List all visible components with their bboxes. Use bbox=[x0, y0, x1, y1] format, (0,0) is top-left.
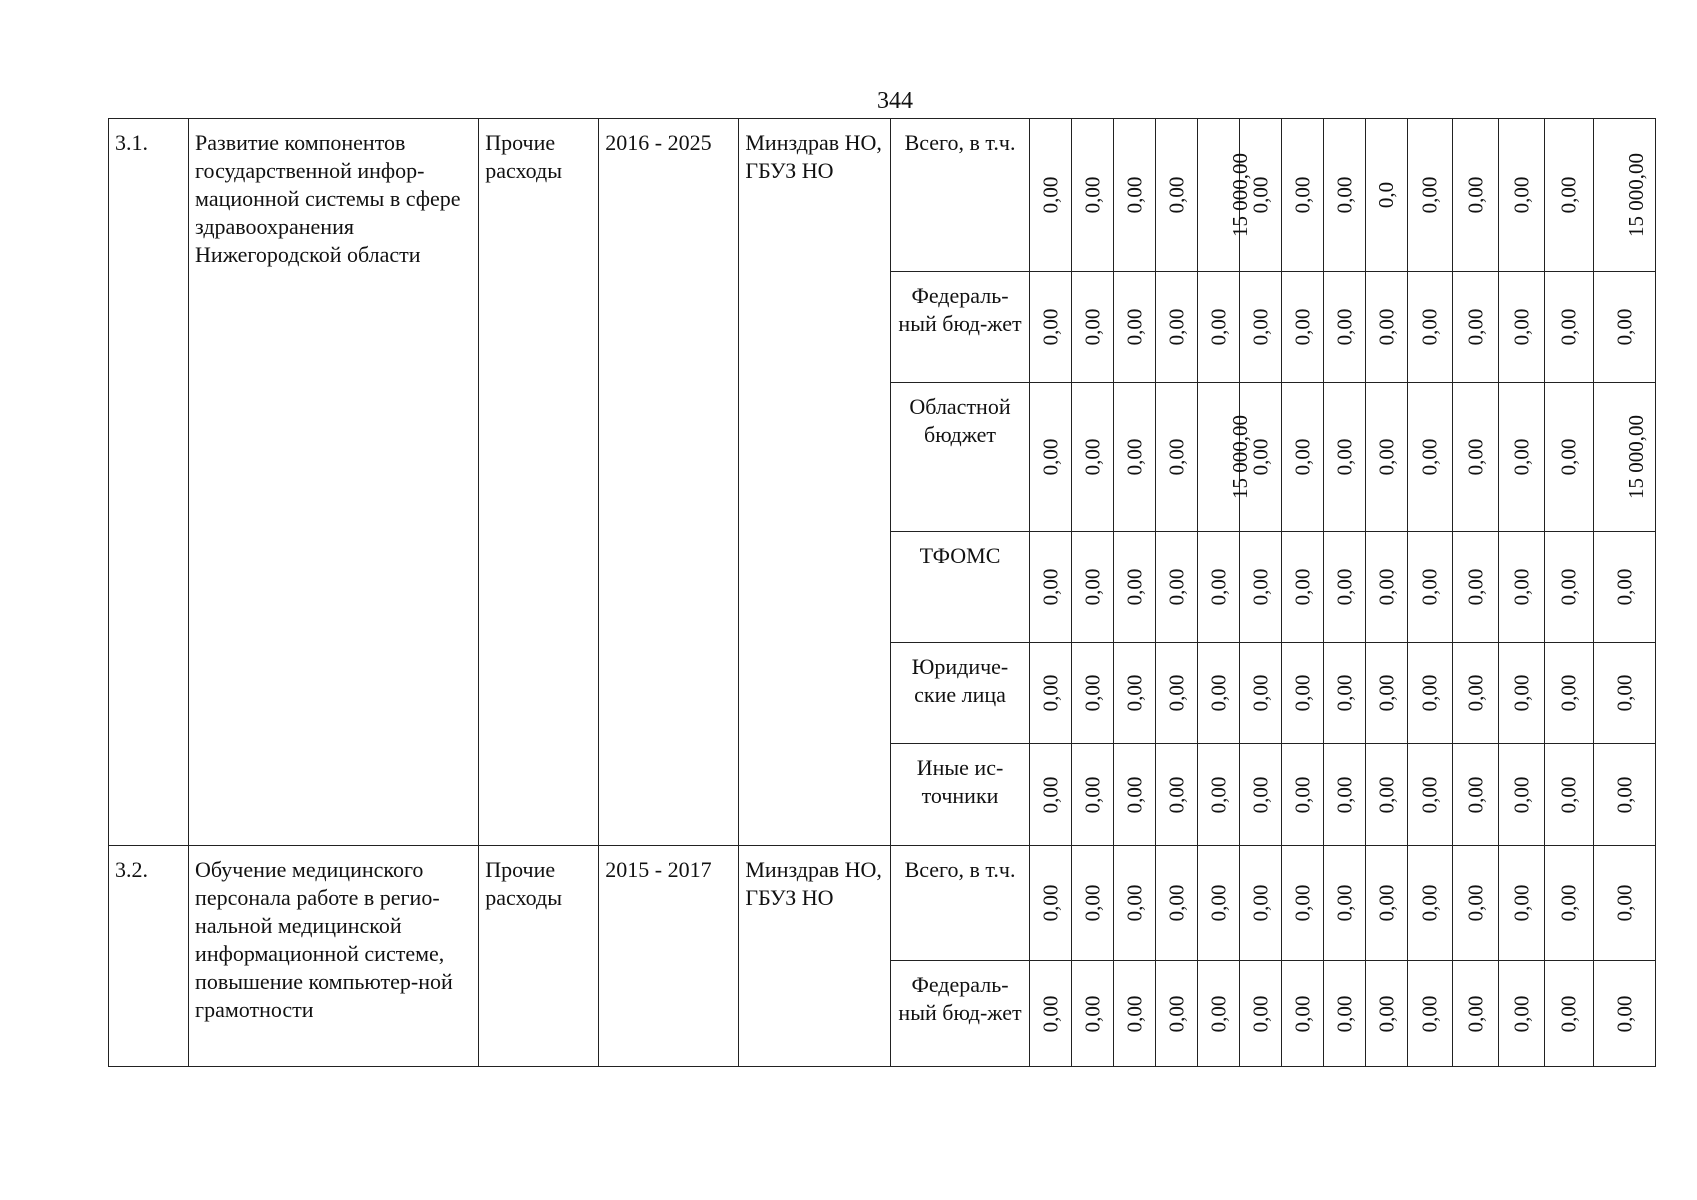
amount-cell bbox=[1029, 643, 1071, 744]
amount-value: 0,00 bbox=[1556, 995, 1581, 1032]
expense-type: Прочие расходы bbox=[479, 119, 599, 846]
amount-value: 0,00 bbox=[1164, 674, 1189, 712]
amount-value: 0,00 bbox=[1509, 995, 1534, 1032]
table-row bbox=[109, 119, 1656, 272]
amount-value: 0,00 bbox=[1509, 308, 1534, 346]
amount-cell bbox=[1452, 744, 1498, 846]
amount-value: 0,00 bbox=[1417, 776, 1442, 813]
amount-value: 0,00 bbox=[1332, 776, 1357, 813]
funding-source: Областной бюджет bbox=[891, 383, 1029, 532]
amount-cell bbox=[1407, 532, 1452, 643]
amount-cell bbox=[1365, 272, 1407, 383]
amount-cell bbox=[1407, 961, 1452, 1067]
amount-cell bbox=[1197, 383, 1252, 532]
amount-cell bbox=[1407, 119, 1452, 272]
amount-cell bbox=[1498, 272, 1544, 383]
page-number: 344 bbox=[877, 88, 913, 114]
amount-value: 0,00 bbox=[1556, 568, 1581, 606]
amount-cell bbox=[1407, 643, 1452, 744]
amount-cell bbox=[1498, 119, 1544, 272]
amount-value: 0,00 bbox=[1463, 438, 1488, 476]
funding-source: Федераль-ный бюд-жет bbox=[891, 961, 1029, 1067]
amount-cell bbox=[1155, 961, 1197, 1067]
budget-table bbox=[108, 118, 1656, 1067]
table-row bbox=[109, 846, 1656, 961]
amount-value: 0,00 bbox=[1038, 674, 1063, 712]
amount-cell bbox=[1029, 532, 1071, 643]
amount-cell bbox=[1113, 961, 1155, 1067]
amount-value: 0,00 bbox=[1038, 438, 1063, 476]
amount-cell bbox=[1281, 846, 1323, 961]
amount-value: 0,00 bbox=[1080, 884, 1105, 922]
amount-value: 0,00 bbox=[1080, 568, 1105, 606]
funding-source: Юридиче-ские лица bbox=[891, 643, 1029, 744]
amount-cell bbox=[1029, 846, 1071, 961]
amount-value: 0,00 bbox=[1080, 776, 1105, 813]
amount-cell bbox=[1155, 846, 1197, 961]
amount-cell bbox=[1197, 272, 1239, 383]
amount-value: 0,0 bbox=[1374, 181, 1399, 209]
amount-cell bbox=[1155, 744, 1197, 846]
amount-value: 0,00 bbox=[1374, 438, 1399, 476]
amount-value: 0,00 bbox=[1612, 568, 1637, 606]
amount-value: 0,00 bbox=[1290, 438, 1315, 476]
amount-value: 0,00 bbox=[1509, 884, 1534, 922]
executor: Минздрав НО, ГБУЗ НО bbox=[739, 846, 891, 1067]
amount-value: 0,00 bbox=[1374, 776, 1399, 813]
row-number: 3.2. bbox=[109, 846, 189, 1067]
amount-value: 0,00 bbox=[1463, 995, 1488, 1032]
executor: Минздрав НО, ГБУЗ НО bbox=[739, 119, 891, 846]
amount-cell bbox=[1239, 272, 1281, 383]
amount-cell bbox=[1498, 744, 1544, 846]
amount-value: 0,00 bbox=[1248, 884, 1273, 922]
amount-value: 0,00 bbox=[1374, 884, 1399, 922]
amount-value: 0,00 bbox=[1248, 176, 1273, 214]
amount-cell bbox=[1498, 846, 1544, 961]
funding-source: Всего, в т.ч. bbox=[891, 119, 1029, 272]
amount-value: 0,00 bbox=[1038, 568, 1063, 606]
amount-cell bbox=[1281, 272, 1323, 383]
amount-value: 0,00 bbox=[1509, 674, 1534, 712]
funding-source: Иные ис-точники bbox=[891, 744, 1029, 846]
amount-value: 0,00 bbox=[1206, 884, 1231, 922]
amount-value: 0,00 bbox=[1122, 776, 1147, 813]
amount-cell bbox=[1323, 744, 1365, 846]
amount-value: 15 000,00 bbox=[1623, 415, 1648, 499]
amount-cell bbox=[1452, 846, 1498, 961]
amount-cell bbox=[1593, 961, 1655, 1067]
amount-cell bbox=[1113, 643, 1155, 744]
amount-value: 0,00 bbox=[1038, 995, 1063, 1032]
amount-value: 0,00 bbox=[1417, 308, 1442, 346]
amount-value: 0,00 bbox=[1417, 884, 1442, 922]
amount-value: 0,00 bbox=[1122, 438, 1147, 476]
amount-cell bbox=[1593, 643, 1655, 744]
amount-value: 0,00 bbox=[1556, 776, 1581, 813]
amount-value: 0,00 bbox=[1374, 308, 1399, 346]
amount-cell bbox=[1197, 119, 1252, 272]
amount-cell bbox=[1281, 744, 1323, 846]
amount-value: 0,00 bbox=[1332, 308, 1357, 346]
amount-cell bbox=[1239, 744, 1281, 846]
amount-cell bbox=[1544, 846, 1593, 961]
amount-value: 0,00 bbox=[1122, 176, 1147, 214]
amount-value: 0,00 bbox=[1164, 176, 1189, 214]
amount-value: 0,00 bbox=[1206, 995, 1231, 1032]
amount-cell bbox=[1452, 272, 1498, 383]
amount-cell bbox=[1544, 119, 1593, 272]
amount-value: 0,00 bbox=[1417, 438, 1442, 476]
amount-cell bbox=[1197, 961, 1239, 1067]
amount-cell bbox=[1365, 744, 1407, 846]
amount-value: 0,00 bbox=[1417, 568, 1442, 606]
amount-value: 15 000,00 bbox=[1227, 153, 1252, 237]
amount-cell bbox=[1113, 846, 1155, 961]
amount-value: 0,00 bbox=[1164, 776, 1189, 813]
measure-name: Обучение медицинского персонала работе в регио-нальной медицинской информационной системе, повышение компьютер-ной грамотности bbox=[189, 846, 479, 1067]
amount-cell bbox=[1239, 532, 1281, 643]
amount-cell bbox=[1323, 119, 1365, 272]
amount-value: 0,00 bbox=[1080, 674, 1105, 712]
amount-value: 0,00 bbox=[1248, 568, 1273, 606]
amount-cell bbox=[1197, 744, 1239, 846]
amount-value: 0,00 bbox=[1509, 776, 1534, 813]
amount-value: 0,00 bbox=[1122, 995, 1147, 1032]
amount-value: 0,00 bbox=[1332, 995, 1357, 1032]
amount-cell bbox=[1113, 744, 1155, 846]
amount-cell bbox=[1452, 532, 1498, 643]
amount-cell bbox=[1029, 272, 1071, 383]
amount-cell bbox=[1498, 961, 1544, 1067]
amount-cell bbox=[1239, 643, 1281, 744]
amount-cell bbox=[1407, 846, 1452, 961]
amount-cell bbox=[1544, 744, 1593, 846]
amount-cell bbox=[1113, 119, 1155, 272]
funding-source: Всего, в т.ч. bbox=[891, 846, 1029, 961]
amount-cell bbox=[1323, 383, 1365, 532]
amount-value: 0,00 bbox=[1038, 176, 1063, 214]
amount-cell bbox=[1155, 643, 1197, 744]
amount-cell bbox=[1407, 744, 1452, 846]
amount-value: 0,00 bbox=[1290, 776, 1315, 813]
amount-cell bbox=[1593, 383, 1655, 532]
amount-value: 0,00 bbox=[1556, 176, 1581, 214]
amount-cell bbox=[1197, 643, 1239, 744]
amount-value: 0,00 bbox=[1509, 176, 1534, 214]
expense-type: Прочие расходы bbox=[479, 846, 599, 1067]
amount-value: 0,00 bbox=[1290, 308, 1315, 346]
amount-value: 0,00 bbox=[1374, 568, 1399, 606]
amount-cell bbox=[1155, 119, 1197, 272]
amount-value: 0,00 bbox=[1556, 884, 1581, 922]
amount-cell bbox=[1544, 532, 1593, 643]
period: 2016 - 2025 bbox=[599, 119, 739, 846]
amount-value: 0,00 bbox=[1248, 674, 1273, 712]
amount-cell bbox=[1239, 119, 1281, 272]
amount-cell bbox=[1071, 961, 1113, 1067]
amount-cell bbox=[1155, 383, 1197, 532]
amount-cell bbox=[1498, 532, 1544, 643]
amount-cell bbox=[1281, 383, 1323, 532]
amount-value: 0,00 bbox=[1290, 176, 1315, 214]
amount-value: 15 000,00 bbox=[1227, 415, 1252, 499]
amount-value: 0,00 bbox=[1080, 176, 1105, 214]
amount-value: 0,00 bbox=[1612, 776, 1637, 813]
amount-value: 0,00 bbox=[1248, 308, 1273, 346]
amount-value: 0,00 bbox=[1612, 308, 1637, 346]
amount-value: 0,00 bbox=[1612, 674, 1637, 712]
amount-value: 0,00 bbox=[1206, 674, 1231, 712]
amount-cell bbox=[1071, 532, 1113, 643]
amount-value: 0,00 bbox=[1122, 308, 1147, 346]
amount-value: 0,00 bbox=[1038, 884, 1063, 922]
amount-cell bbox=[1113, 272, 1155, 383]
amount-cell bbox=[1544, 961, 1593, 1067]
amount-value: 0,00 bbox=[1164, 995, 1189, 1032]
amount-value: 0,00 bbox=[1080, 308, 1105, 346]
amount-cell bbox=[1365, 532, 1407, 643]
amount-value: 0,00 bbox=[1080, 438, 1105, 476]
amount-value: 0,00 bbox=[1248, 995, 1273, 1032]
amount-cell bbox=[1498, 383, 1544, 532]
amount-cell bbox=[1239, 961, 1281, 1067]
amount-cell bbox=[1452, 383, 1498, 532]
amount-value: 0,00 bbox=[1248, 438, 1273, 476]
amount-value: 0,00 bbox=[1463, 176, 1488, 214]
amount-cell bbox=[1071, 119, 1113, 272]
amount-value: 0,00 bbox=[1509, 438, 1534, 476]
amount-cell bbox=[1323, 846, 1365, 961]
amount-value: 0,00 bbox=[1332, 674, 1357, 712]
amount-cell bbox=[1323, 532, 1365, 643]
amount-cell bbox=[1113, 532, 1155, 643]
amount-cell bbox=[1197, 846, 1239, 961]
amount-value: 0,00 bbox=[1332, 438, 1357, 476]
amount-cell bbox=[1239, 846, 1281, 961]
amount-value: 0,00 bbox=[1463, 776, 1488, 813]
amount-value: 0,00 bbox=[1556, 674, 1581, 712]
period: 2015 - 2017 bbox=[599, 846, 739, 1067]
amount-cell bbox=[1452, 119, 1498, 272]
amount-value: 0,00 bbox=[1612, 995, 1637, 1032]
amount-cell bbox=[1452, 961, 1498, 1067]
amount-value: 0,00 bbox=[1556, 438, 1581, 476]
amount-cell bbox=[1365, 119, 1407, 272]
amount-value: 0,00 bbox=[1417, 176, 1442, 214]
amount-cell bbox=[1071, 272, 1113, 383]
amount-cell bbox=[1323, 961, 1365, 1067]
amount-cell bbox=[1155, 532, 1197, 643]
amount-value: 0,00 bbox=[1290, 674, 1315, 712]
amount-value: 0,00 bbox=[1612, 884, 1637, 922]
amount-cell bbox=[1593, 272, 1655, 383]
amount-cell bbox=[1498, 643, 1544, 744]
amount-value: 0,00 bbox=[1290, 884, 1315, 922]
amount-cell bbox=[1365, 846, 1407, 961]
amount-value: 0,00 bbox=[1374, 674, 1399, 712]
amount-value: 0,00 bbox=[1122, 568, 1147, 606]
amount-value: 0,00 bbox=[1206, 568, 1231, 606]
amount-value: 0,00 bbox=[1164, 884, 1189, 922]
amount-value: 0,00 bbox=[1290, 995, 1315, 1032]
amount-cell bbox=[1365, 961, 1407, 1067]
amount-cell bbox=[1593, 846, 1655, 961]
amount-value: 0,00 bbox=[1206, 308, 1231, 346]
amount-cell bbox=[1071, 846, 1113, 961]
amount-cell bbox=[1281, 961, 1323, 1067]
amount-cell bbox=[1593, 532, 1655, 643]
amount-cell bbox=[1071, 744, 1113, 846]
amount-cell bbox=[1593, 119, 1655, 272]
amount-value: 0,00 bbox=[1463, 568, 1488, 606]
amount-value: 0,00 bbox=[1556, 308, 1581, 346]
amount-value: 0,00 bbox=[1332, 176, 1357, 214]
amount-value: 0,00 bbox=[1417, 995, 1442, 1032]
amount-value: 0,00 bbox=[1164, 308, 1189, 346]
amount-cell bbox=[1365, 643, 1407, 744]
amount-value: 0,00 bbox=[1038, 308, 1063, 346]
amount-value: 15 000,00 bbox=[1623, 153, 1648, 237]
amount-value: 0,00 bbox=[1122, 674, 1147, 712]
amount-cell bbox=[1365, 383, 1407, 532]
amount-cell bbox=[1071, 643, 1113, 744]
amount-cell bbox=[1281, 643, 1323, 744]
amount-value: 0,00 bbox=[1417, 674, 1442, 712]
amount-cell bbox=[1071, 383, 1113, 532]
amount-value: 0,00 bbox=[1206, 776, 1231, 813]
amount-cell bbox=[1323, 272, 1365, 383]
amount-cell bbox=[1593, 744, 1655, 846]
amount-cell bbox=[1544, 383, 1593, 532]
amount-value: 0,00 bbox=[1248, 776, 1273, 813]
amount-cell bbox=[1407, 272, 1452, 383]
amount-value: 0,00 bbox=[1164, 438, 1189, 476]
funding-source: Федераль-ный бюд-жет bbox=[891, 272, 1029, 383]
amount-cell bbox=[1452, 643, 1498, 744]
amount-cell bbox=[1113, 383, 1155, 532]
amount-value: 0,00 bbox=[1038, 776, 1063, 813]
amount-cell bbox=[1544, 643, 1593, 744]
measure-name: Развитие компонентов государственной инфор-мационной системы в сфере здравоохранения Нижегородской области bbox=[189, 119, 479, 846]
amount-value: 0,00 bbox=[1463, 884, 1488, 922]
amount-value: 0,00 bbox=[1332, 568, 1357, 606]
amount-cell bbox=[1544, 272, 1593, 383]
amount-cell bbox=[1323, 643, 1365, 744]
amount-value: 0,00 bbox=[1290, 568, 1315, 606]
amount-value: 0,00 bbox=[1080, 995, 1105, 1032]
amount-value: 0,00 bbox=[1509, 568, 1534, 606]
amount-value: 0,00 bbox=[1463, 674, 1488, 712]
amount-cell bbox=[1029, 744, 1071, 846]
amount-cell bbox=[1281, 119, 1323, 272]
amount-value: 0,00 bbox=[1463, 308, 1488, 346]
amount-cell bbox=[1029, 119, 1071, 272]
amount-cell bbox=[1239, 383, 1281, 532]
amount-value: 0,00 bbox=[1122, 884, 1147, 922]
amount-cell bbox=[1407, 383, 1452, 532]
amount-value: 0,00 bbox=[1164, 568, 1189, 606]
amount-cell bbox=[1155, 272, 1197, 383]
amount-cell bbox=[1029, 961, 1071, 1067]
amount-cell bbox=[1281, 532, 1323, 643]
amount-value: 0,00 bbox=[1332, 884, 1357, 922]
funding-source: ТФОМС bbox=[891, 532, 1029, 643]
row-number: 3.1. bbox=[109, 119, 189, 846]
amount-cell bbox=[1197, 532, 1239, 643]
amount-value: 0,00 bbox=[1374, 995, 1399, 1032]
amount-cell bbox=[1029, 383, 1071, 532]
